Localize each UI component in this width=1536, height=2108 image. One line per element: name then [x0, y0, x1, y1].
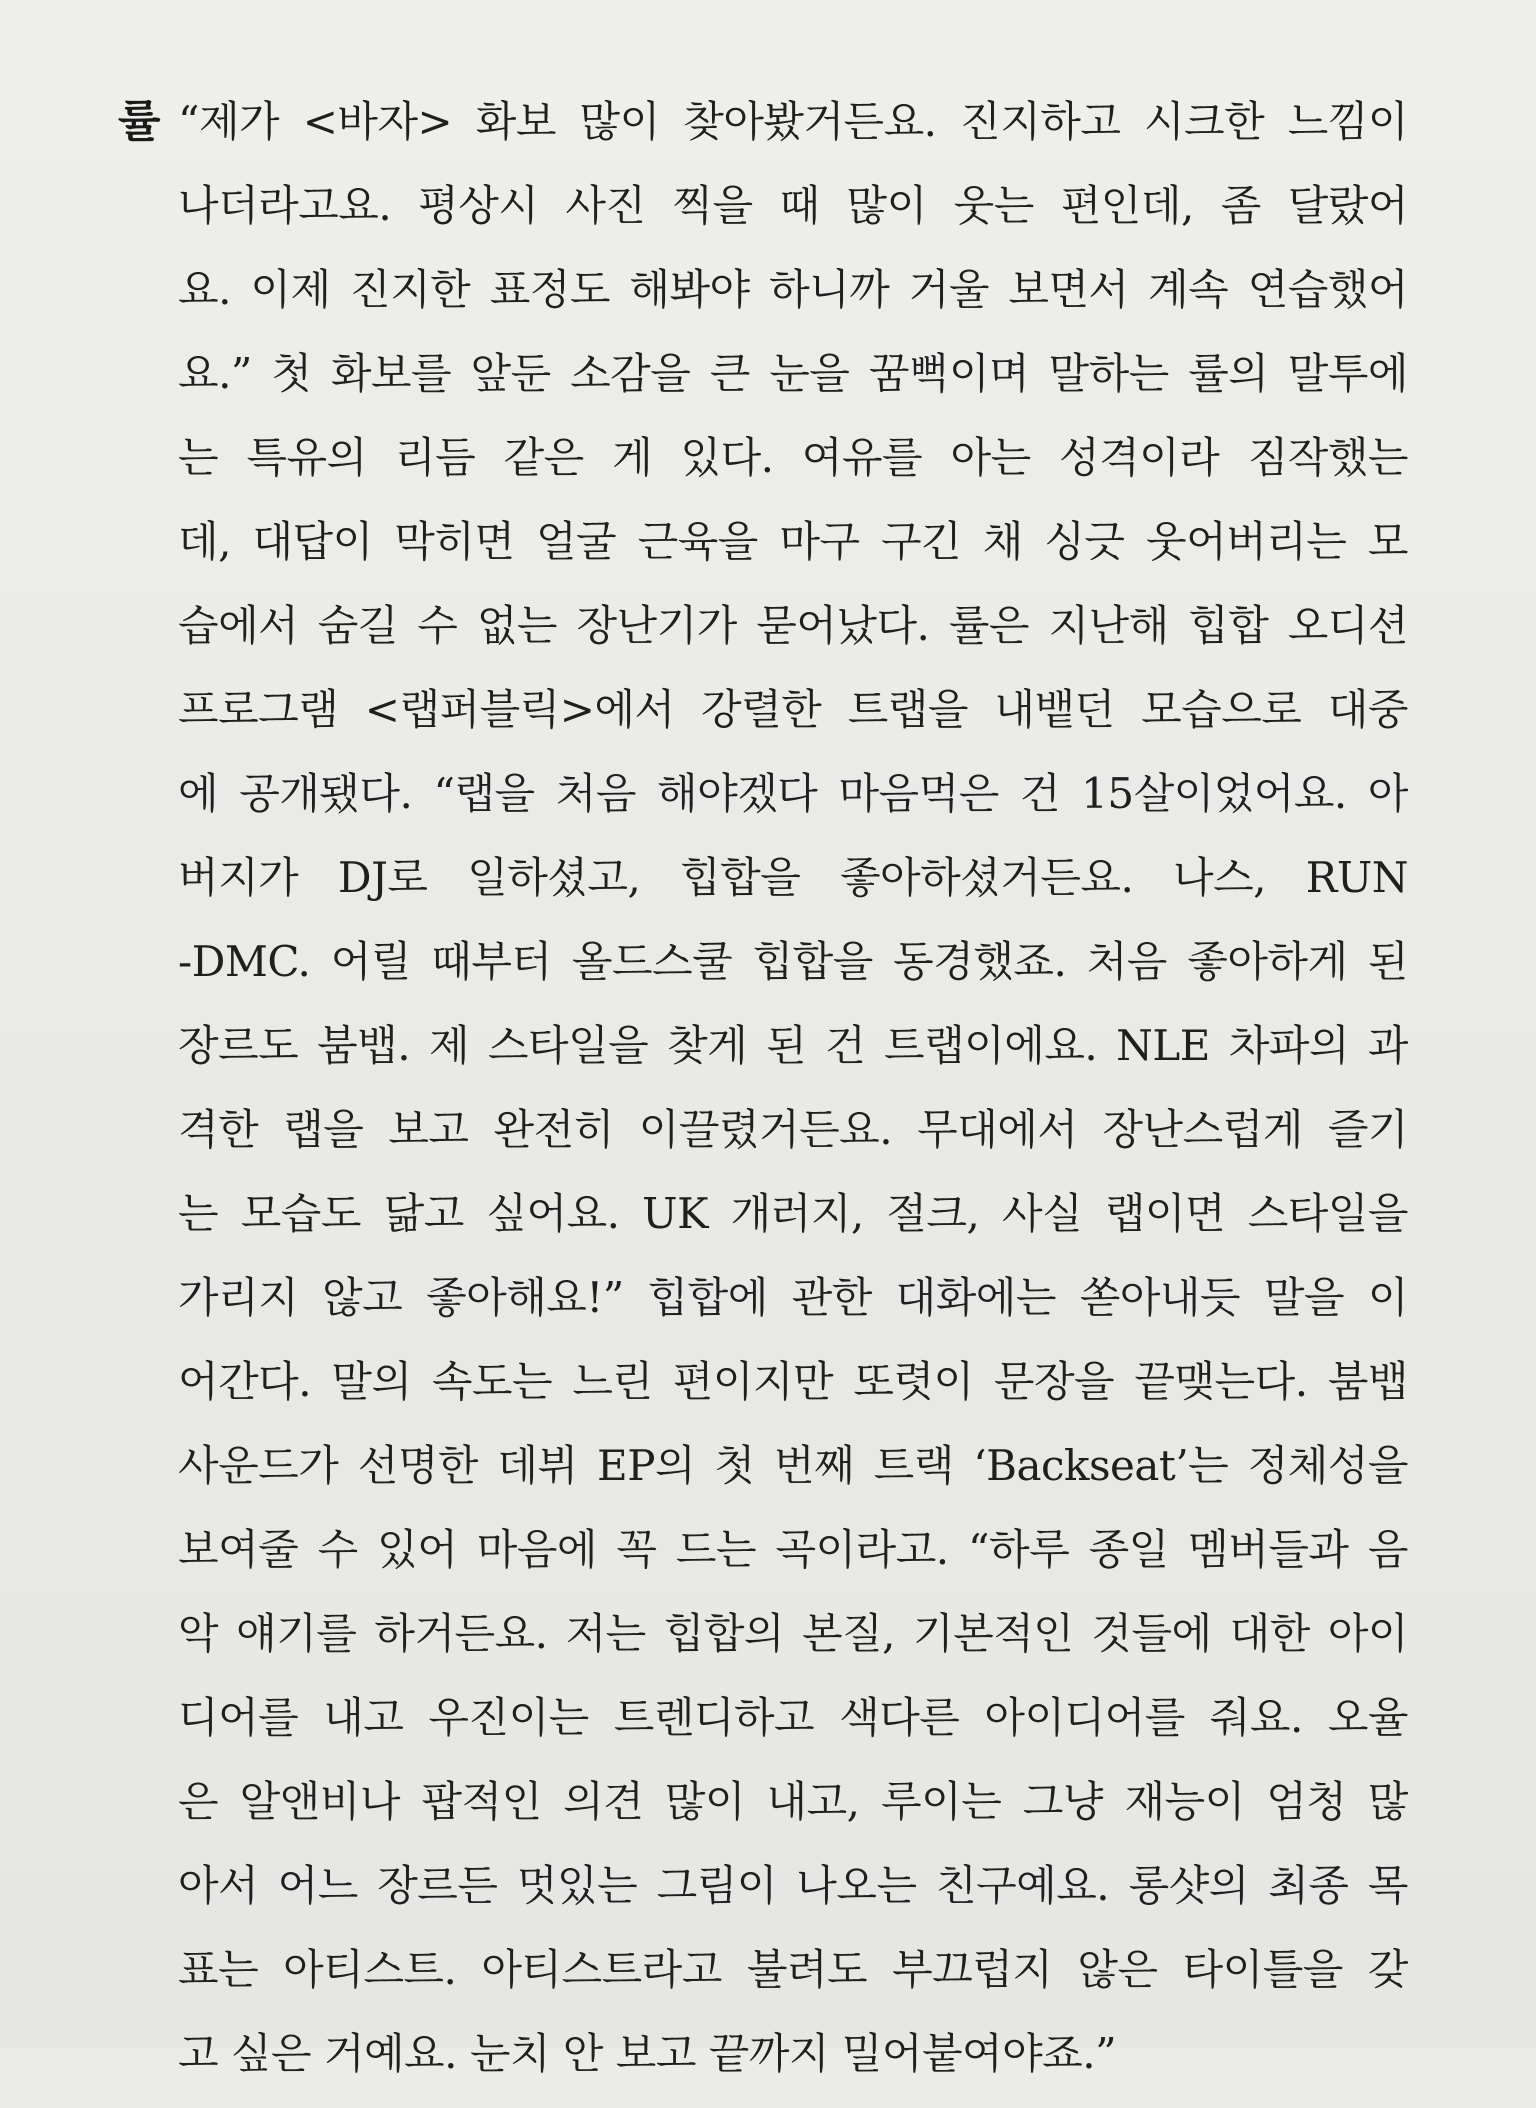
paragraph-line: -DMC. 어릴 때부터 올드스쿨 힙합을 동경했죠. 처음 좋아하게 된	[178, 937, 1408, 986]
paragraph-line: 사운드가 선명한 데뷔 EP의 첫 번째 트랙 ‘Backseat’는 정체성을	[178, 1441, 1408, 1490]
paragraph-line: 격한 랩을 보고 완전히 이끌렸거든요. 무대에서 장난스럽게 즐기	[178, 1105, 1408, 1154]
paragraph-line: 표는 아티스트. 아티스트라고 불려도 부끄럽지 않은 타이틀을 갖	[178, 1945, 1408, 1994]
speaker-name: 률	[118, 96, 161, 147]
paragraph-line: 아서 어느 장르든 멋있는 그림이 나오는 친구예요. 롱샷의 최종 목	[178, 1861, 1408, 1910]
paragraph-line: 나더라고요. 평상시 사진 찍을 때 많이 웃는 편인데, 좀 달랐어	[178, 181, 1408, 230]
paragraph-line: 버지가 DJ로 일하셨고, 힙합을 좋아하셨거든요. 나스, RUN	[178, 853, 1408, 902]
paragraph-line: 디어를 내고 우진이는 트렌디하고 색다른 아이디어를 줘요. 오율	[178, 1693, 1408, 1742]
paragraph-line: 장르도 붐뱁. 제 스타일을 찾게 된 건 트랩이에요. NLE 차파의 과	[178, 1021, 1408, 1070]
paragraph-line: 보여줄 수 있어 마음에 꼭 드는 곡이라고. “하루 종일 멤버들과 음	[178, 1525, 1408, 1574]
paragraph-line: 악 얘기를 하거든요. 저는 힙합의 본질, 기본적인 것들에 대한 아이	[178, 1609, 1408, 1658]
paragraph-line: 데, 대답이 막히면 얼굴 근육을 마구 구긴 채 싱긋 웃어버리는 모	[178, 517, 1408, 566]
interview-paragraph	[178, 92, 1408, 2108]
paragraph-line: “제가 <바자> 화보 많이 찾아봤거든요. 진지하고 시크한 느낌이	[178, 97, 1408, 146]
paragraph-line: 에 공개됐다. “랩을 처음 해야겠다 마음먹은 건 15살이었어요. 아	[178, 769, 1408, 818]
paragraph-line: 가리지 않고 좋아해요!” 힙합에 관한 대화에는 쏟아내듯 말을 이	[178, 1273, 1408, 1322]
paragraph-line: 는 특유의 리듬 같은 게 있다. 여유를 아는 성격이라 짐작했는	[178, 433, 1408, 482]
paragraph-line: 은 알앤비나 팝적인 의견 많이 내고, 루이는 그냥 재능이 엄청 많	[178, 1777, 1408, 1826]
paragraph-line: 는 모습도 닮고 싶어요. UK 개러지, 절크, 사실 랩이면 스타일을	[178, 1189, 1408, 1238]
paragraph-line: 요.” 첫 화보를 앞둔 소감을 큰 눈을 꿈뻑이며 말하는 률의 말투에	[178, 349, 1408, 398]
paragraph-line: 요. 이제 진지한 표정도 해봐야 하니까 거울 보면서 계속 연습했어	[178, 265, 1408, 314]
paragraph-line: 어간다. 말의 속도는 느린 편이지만 또렷이 문장을 끝맺는다. 붐뱁	[178, 1357, 1408, 1406]
paragraph-line: 고 싶은 거예요. 눈치 안 보고 끝까지 밀어붙여야죠.”	[178, 2029, 1117, 2078]
paragraph-line: 프로그램 <랩퍼블릭>에서 강렬한 트랩을 내뱉던 모습으로 대중	[178, 685, 1408, 734]
paragraph-line: 습에서 숨길 수 없는 장난기가 묻어났다. 률은 지난해 힙합 오디션	[178, 601, 1408, 650]
